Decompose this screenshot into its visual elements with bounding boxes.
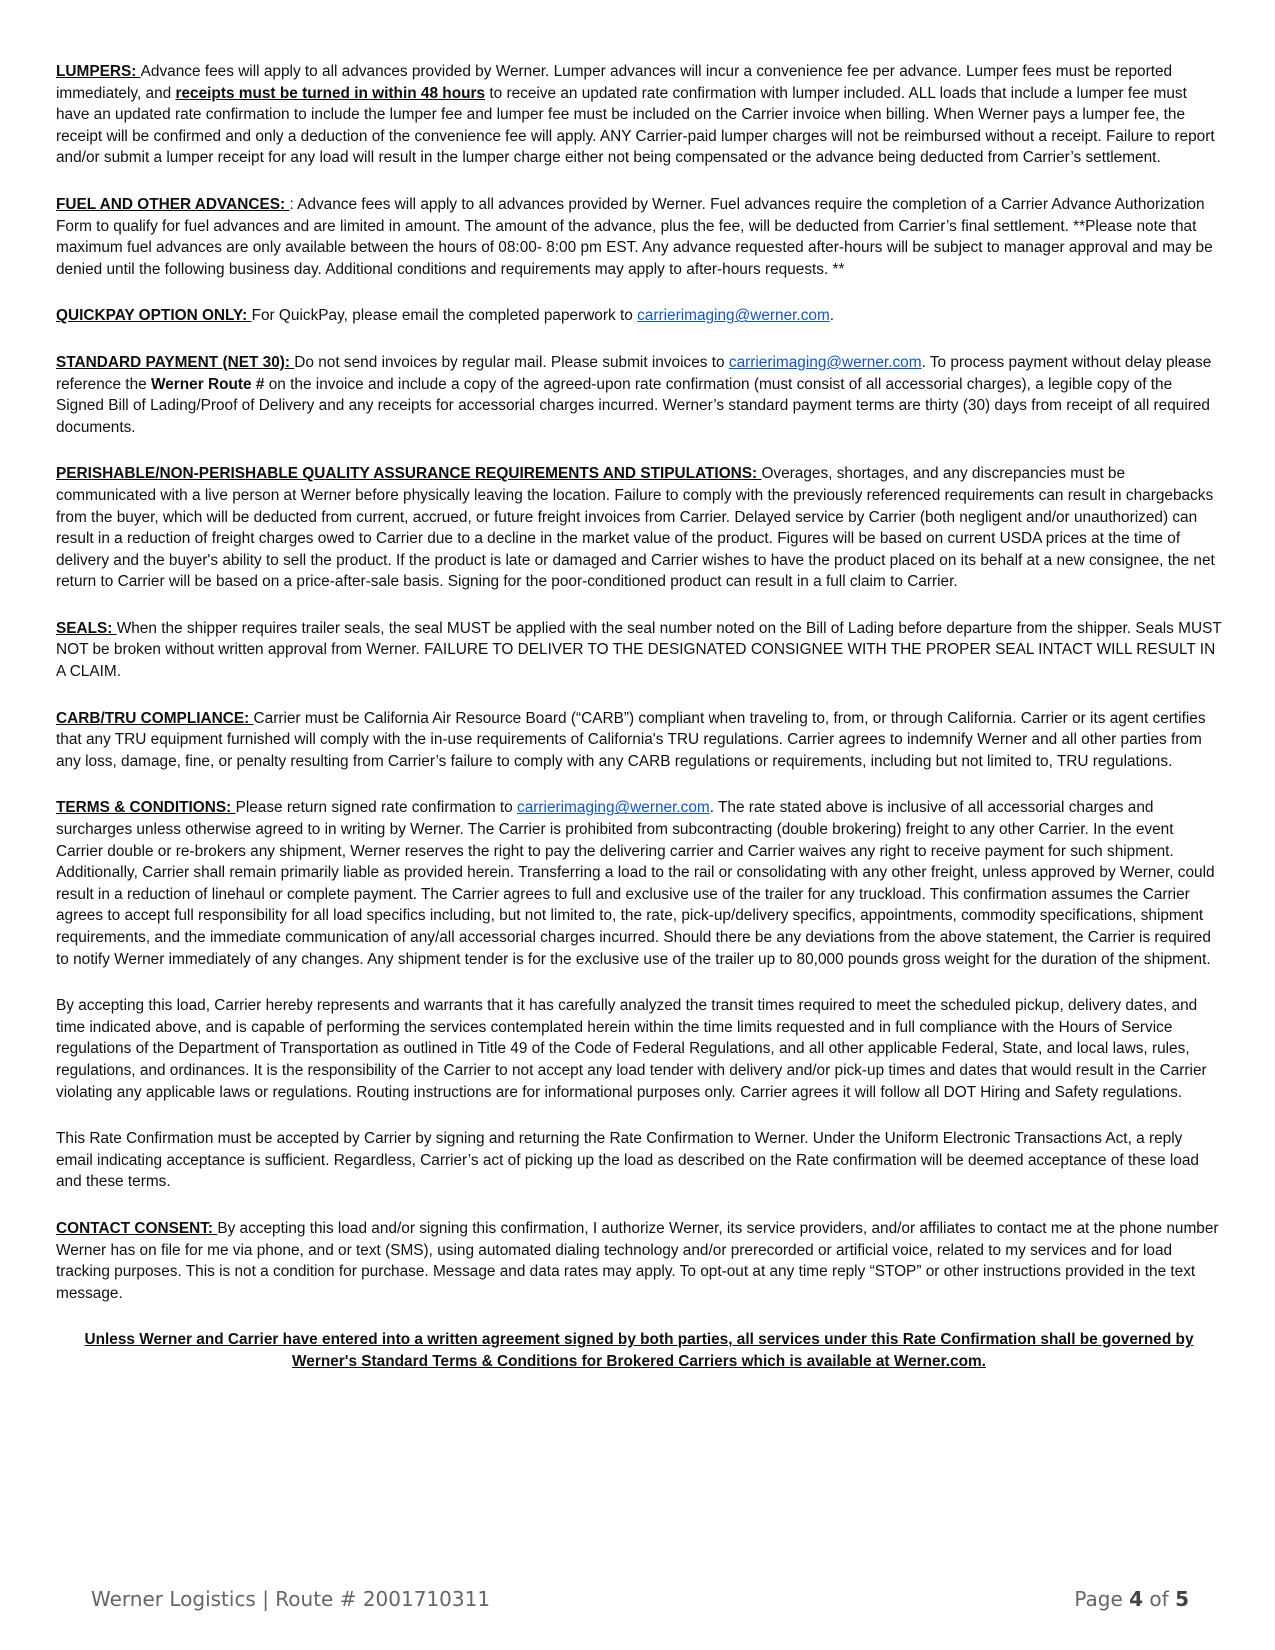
- contact-consent-section: [56, 1218, 1222, 1304]
- quickpay-heading: QUICKPAY OPTION ONLY:: [56, 307, 252, 325]
- fuel-advances-text: : Advance fees will apply to all advances provided by Werner. Fuel advances require the completion of a Carrier Advance Authorization Form to qualify for fuel advances and are limited in amount. The amount of the advance, plus the fee, will be deducted from Carrier’s final settlement. **Please note that maximum fuel advances are only available between the hours of 08:00- 8:00 pm EST. Any advance requested after-hours will be subject to manager approval and may be denied until the following business day. Additional conditions and requirements may apply to after-hours requests. **: [56, 195, 1213, 278]
- standard-payment-email-link[interactable]: carrierimaging@werner.com: [728, 353, 922, 371]
- document-body: [56, 61, 1222, 1373]
- fuel-advances-heading: FUEL AND OTHER ADVANCES:: [56, 195, 290, 213]
- quickpay-email-link[interactable]: carrierimaging@werner.com: [637, 307, 830, 325]
- page-total: 5: [1175, 1587, 1189, 1611]
- governing-terms-statement: Unless Werner and Carrier have entered into a written agreement signed by both parties, all services under this Rate Confirmation shall be governed by Werner's Standard Terms & Conditions for Brokered Carriers which is available at Werner.com.: [84, 1331, 1194, 1370]
- page-footer: [0, 1587, 1275, 1617]
- standard-payment-text-2: . To process payment without delay please reference the: [56, 353, 1212, 393]
- page-current: 4: [1129, 1587, 1144, 1611]
- terms-heading: TERMS & CONDITIONS:: [56, 799, 236, 817]
- lumpers-section: [56, 61, 1222, 169]
- standard-payment-text-3: on the invoice and include a copy of the agreed-upon rate confirmation (must consist of all accessorial charges), a legible copy of the Signed Bill of Lading/Proof of Delivery and any receipts for accessorial charges incurred. Werner’s standard payment terms are thirty (30) days from receipt of all required documents.: [56, 375, 1210, 436]
- page-word: Page: [1074, 1587, 1130, 1611]
- seals-section: [56, 618, 1222, 683]
- perishable-section: [56, 463, 1222, 593]
- quickpay-section: [56, 305, 1222, 327]
- perishable-heading: PERISHABLE/NON-PERISHABLE QUALITY ASSURANCE REQUIREMENTS AND STIPULATIONS:: [56, 465, 762, 483]
- contact-consent-text: By accepting this load and/or signing this confirmation, I authorize Werner, its service providers, and/or affiliates to contact me at the phone number Werner has on file for me via phone, and or text (SMS), using automated dialing technology and/or prerecorded or artificial voice, related to my services and for load tracking purposes. This is not a condition for purchase. Message and data rates may apply. To opt-out at any time reply “STOP” or other instructions provided in the text message.: [56, 1219, 1219, 1302]
- footer-route-label: Werner Logistics | Route # 2001710311: [91, 1587, 491, 1611]
- standard-payment-section: [56, 352, 1222, 438]
- fuel-advances-section: [56, 194, 1222, 280]
- seals-heading: SEALS:: [56, 619, 117, 637]
- lumpers-text-2: to receive an updated rate confirmation with lumper included. ALL loads that include a lumper fee must have an updated rate confirmation to include the lumper fee and lumper fee must be included on the Carrier invoice when billing. When Werner pays a lumper fee, the receipt will be confirmed and only a deduction of the convenience fee will apply. ANY Carrier-paid lumper charges will not be reimbursed without a receipt. Failure to report and/or submit a lumper receipt for any load will result in the lumper charge either not being compensated or the advance being deducted from Carrier’s settlement.: [56, 84, 1215, 167]
- perishable-text: Overages, shortages, and any discrepancies must be communicated with a live person at Werner before physically leaving the location. Failure to comply with the previously referenced requirements can result in chargebacks from the buyer, which will be deducted from current, accrued, or future freight invoices from Carrier. Delayed service by Carrier (both negligent and/or unauthorized) can result in a reduction of freight charges owed to Carrier due to a decline in the market value of the product. Figures will be based on current USDA prices at the time of delivery and the buyer's ability to sell the product. If the product is late or damaged and Carrier wishes to have the product placed on its behalf at a new consignee, the net return to Carrier will be based on a price-after-sale basis. Signing for the poor-conditioned product can result in a full claim to Carrier.: [56, 465, 1215, 591]
- terms-section: [56, 797, 1222, 970]
- lumpers-receipt-deadline: receipts must be turned in within 48 hours: [175, 84, 486, 102]
- seals-text: When the shipper requires trailer seals, the seal MUST be applied with the seal number noted on the Bill of Lading before departure from the shipper. Seals MUST NOT be broken without written approval from Werner. FAILURE TO DELIVER TO THE DESIGNATED CONSIGNEE WITH THE PROPER SEAL INTACT WILL RESULT IN A CLAIM.: [56, 619, 1222, 681]
- lumpers-text-1: Advance fees will apply to all advances provided by Werner. Lumper advances will incur a convenience fee per advance. Lumper fees must be reported immediately, and: [56, 63, 1173, 102]
- rate-confirmation-paragraph: This Rate Confirmation must be accepted by Carrier by signing and returning the Rate Confirmation to Werner. Under the Uniform Electronic Transactions Act, a reply email indicating acceptance is sufficient. Regardless, Carrier’s act of picking up the load as described on the Rate confirmation will be deemed acceptance of these load and these terms.: [56, 1130, 1199, 1191]
- standard-payment-text-1: Do not send invoices by regular mail. Please submit invoices to: [294, 353, 729, 371]
- page-number: [1074, 1587, 1189, 1611]
- quickpay-text-2: .: [829, 307, 835, 325]
- quickpay-text-1: For QuickPay, please email the completed paperwork to: [251, 307, 638, 325]
- accepting-load-paragraph: By accepting this load, Carrier hereby represents and warrants that it has carefully analyzed the transit times required to meet the scheduled pickup, delivery dates, and time indicated above, and is capable of performing the services contemplated herein within the time limits requested and in full compliance with the Hours of Service regulations of the Department of Transportation as outlined in Title 49 of the Code of Federal Regulations, and all other applicable Federal, State, and local laws, rules, regulations, and ordinances. It is the responsibility of the Carrier to not accept any load tender with delivery and/or pick-up times and dates that would result in the Carrier violating any applicable laws or regulations. Routing instructions are for informational purposes only. Carrier agrees it will follow all DOT Hiring and Safety regulations.: [56, 997, 1207, 1101]
- werner-route-label: Werner Route #: [150, 375, 265, 393]
- standard-payment-heading: STANDARD PAYMENT (NET 30):: [56, 353, 295, 371]
- carb-section: [56, 708, 1222, 773]
- terms-email-link[interactable]: carrierimaging@werner.com: [517, 799, 710, 817]
- carb-heading: CARB/TRU COMPLIANCE:: [56, 709, 254, 727]
- terms-text-1: Please return signed rate confirmation to: [235, 799, 518, 817]
- terms-text-2: . The rate stated above is inclusive of all accessorial charges and surcharges unless otherwise agreed to in writing by Werner. The Carrier is prohibited from subcontracting (double brokering) freight to any other Carrier. In the event Carrier double or re-brokers any shipment, Werner reserves the right to pay the delivering carrier and Carrier waives any right to receive payment for such shipment. Additionally, Carrier shall remain primarily liable as provided herein. Transferring a load to the rail or consolidating with any other freight, unless approved by Werner, could result in a reduction of linehaul or complete payment. The Carrier agrees to full and exclusive use of the trailer for any truckload. This confirmation assumes the Carrier agrees to accept full responsibility for all load specifics including, but not limited to, the rate, pick-up/delivery specifics, appointments, commodity specifications, shipment requirements, and the immediate communication of any/all accessorial charges incurred. Should there be any deviations from the above statement, the Carrier is required to notify Werner immediately of any changes. Any shipment tender is for the exclusive use of the trailer up to 80,000 pounds gross weight for the duration of the shipment.: [56, 799, 1215, 968]
- page-of: of: [1143, 1587, 1176, 1611]
- contact-consent-heading: CONTACT CONSENT:: [56, 1219, 218, 1237]
- carb-text: Carrier must be California Air Resource Board (“CARB”) compliant when traveling to, from, or through California. Carrier or its agent certifies that any TRU equipment furnished will comply with the in-use requirements of California's TRU regulations. Carrier agrees to indemnify Werner and all other parties from any loss, damage, fine, or penalty resulting from Carrier’s failure to comply with any CARB regulations or requirements, including but not limited to, TRU regulations.: [56, 709, 1206, 770]
- lumpers-heading: LUMPERS:: [56, 63, 141, 80]
